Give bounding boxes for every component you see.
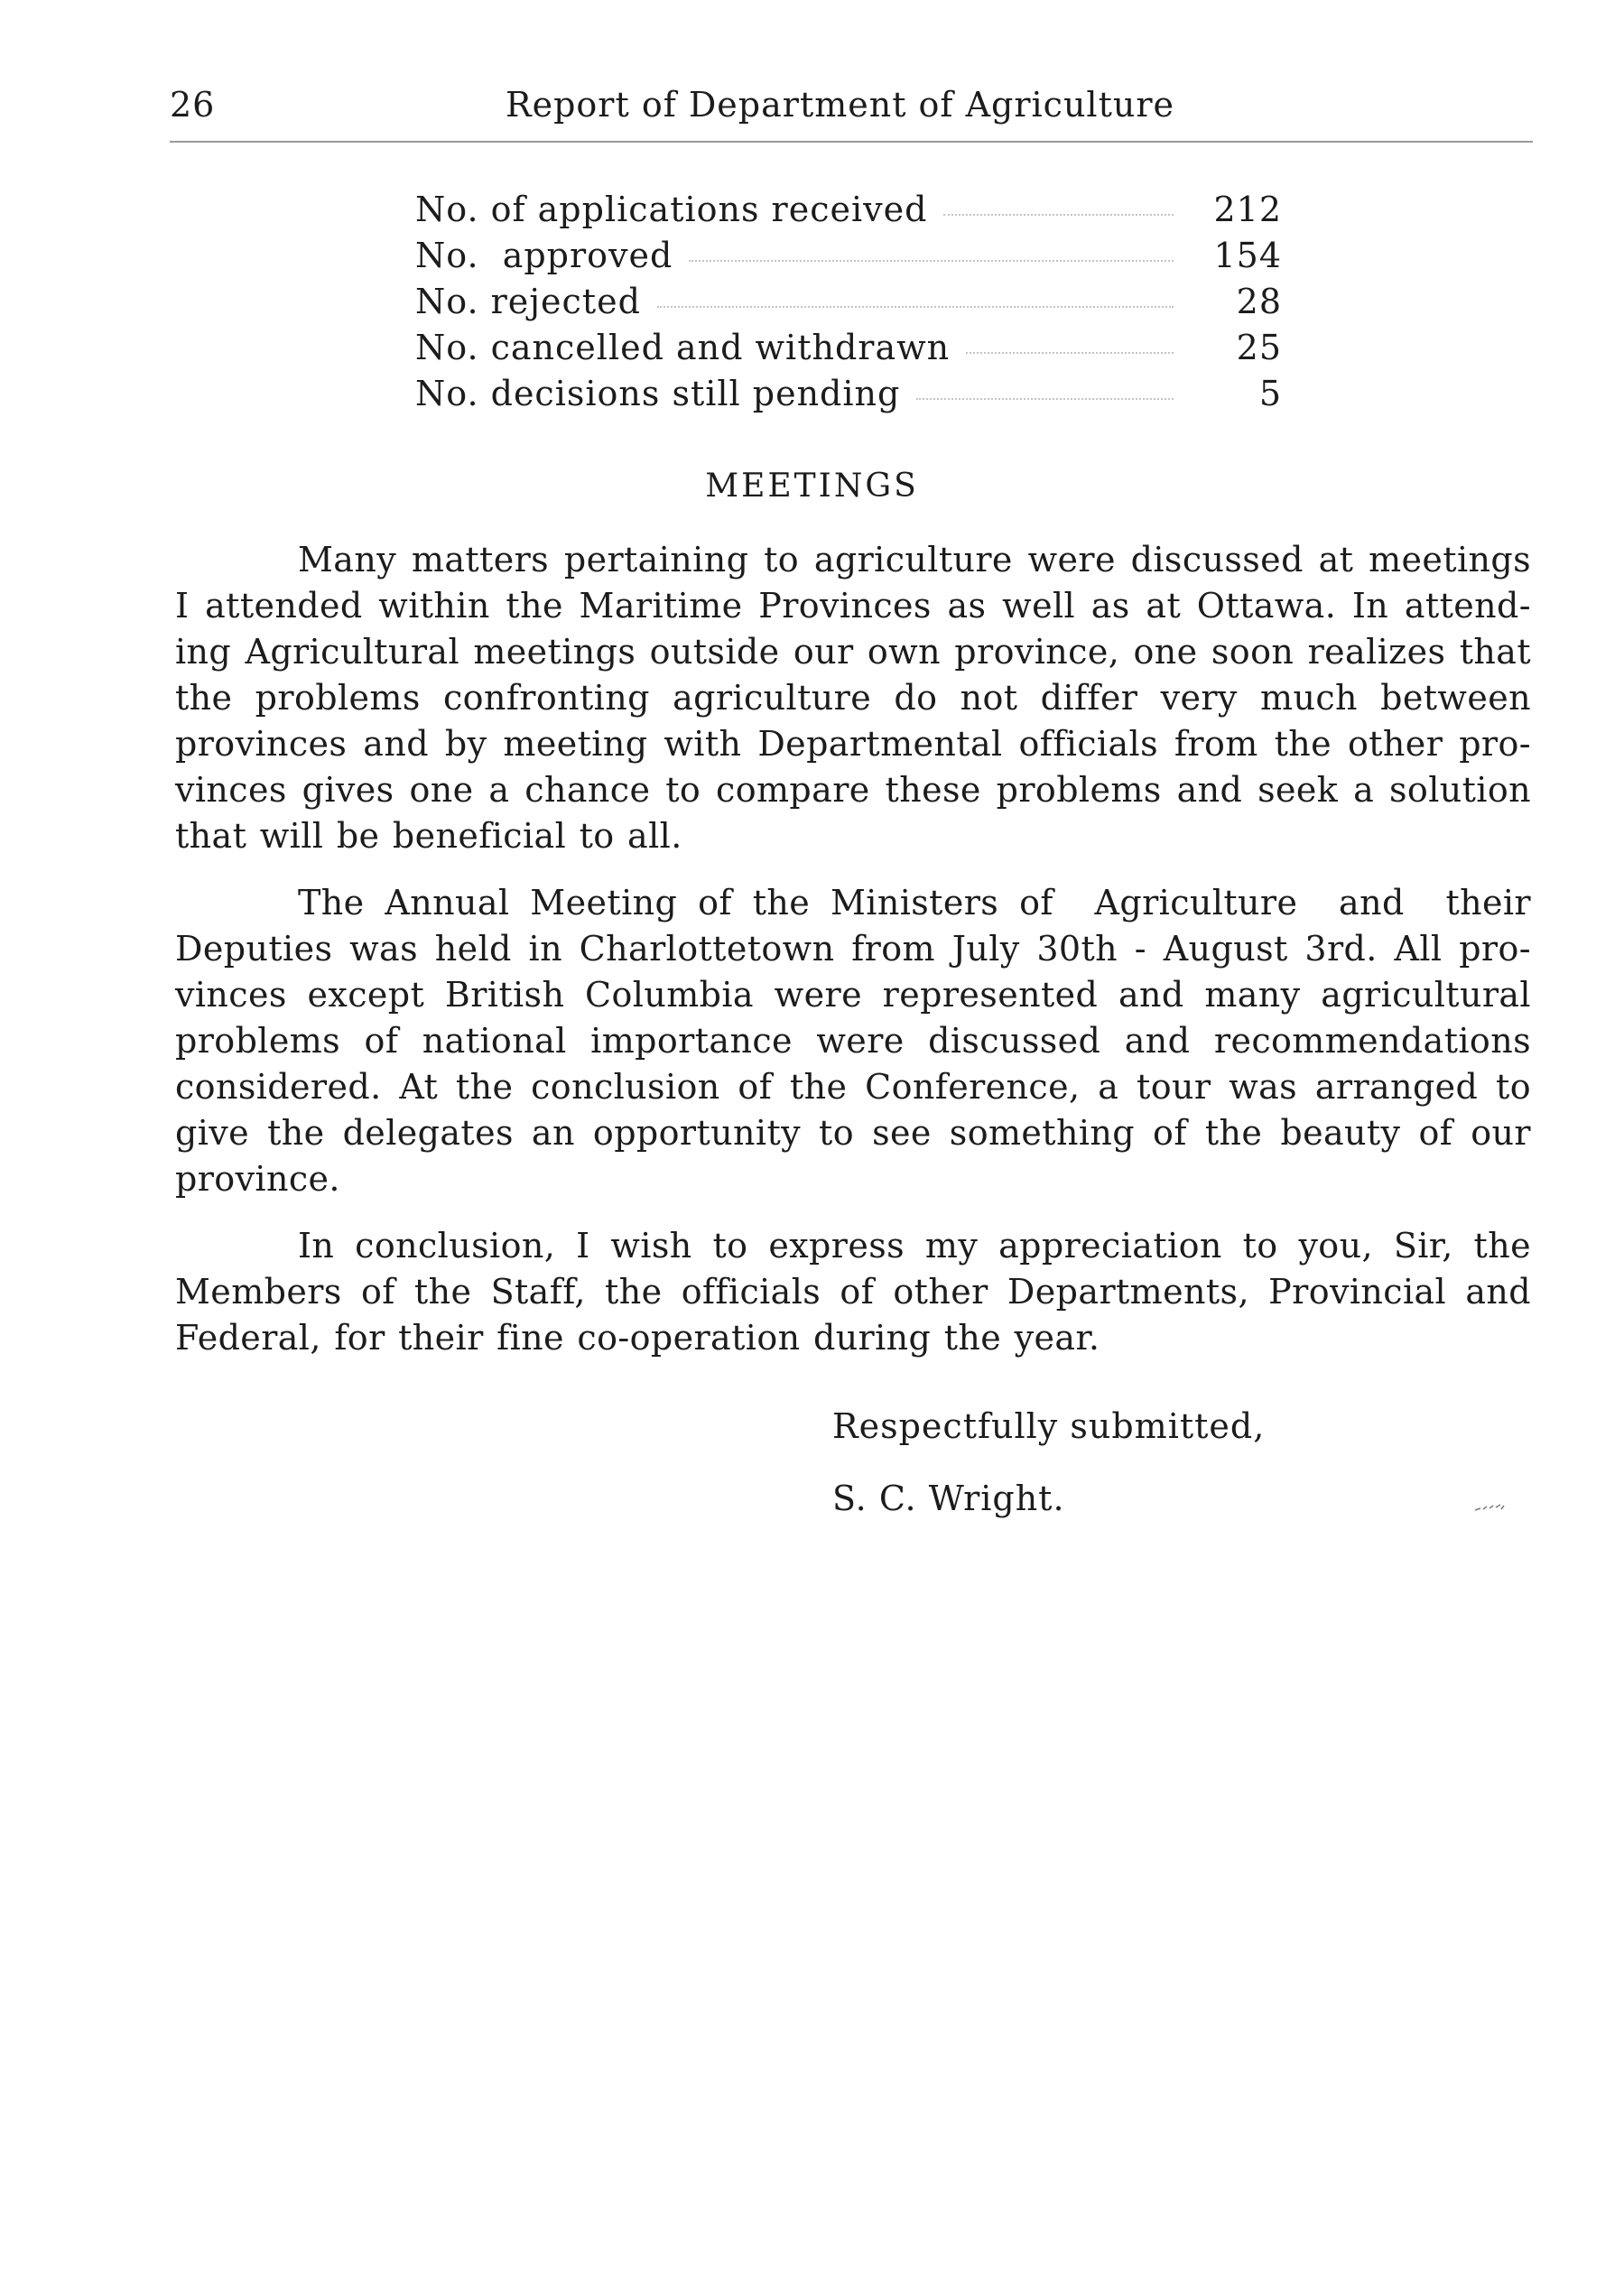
text-line: Deputies was held in Charlottetown from July 30th - August 3rd. All pro- [175,929,1531,969]
text-line: Members of the Staff, the officials of other Departments, Provincial and [175,1272,1531,1312]
text-line: The Annual Meeting of the Ministers of Agriculture and their [298,883,1531,923]
page-number: 26 [170,85,216,125]
running-head: Report of Department of Agriculture [506,85,1174,125]
statistics-list [415,190,1282,420]
paragraph-conclusion [175,1223,1531,1361]
stat-value: 25 [1236,328,1282,367]
closing-salutation: Respectfully submitted, [832,1406,1266,1446]
text-line: vinces gives one a chance to compare these problems and seek a solution [175,770,1531,810]
text-line: give the delegates an opportunity to see something of the beauty of our [175,1113,1531,1153]
stat-row [415,282,1282,328]
dot-leader [966,352,1174,354]
paragraph-annual-meeting [175,880,1531,1202]
dot-leader [689,260,1174,262]
text-line: province. [175,1159,340,1199]
stat-row [415,236,1282,282]
stat-value: 28 [1236,282,1282,321]
text-line: ing Agricultural meetings outside our own province, one soon realizes that [175,632,1531,672]
paragraph-meetings-matters [175,537,1531,859]
ink-smudge-mark [1473,1502,1506,1513]
text-line: problems of national importance were discussed and recommendations [175,1021,1531,1061]
signature-name: S. C. Wright. [832,1479,1065,1518]
text-line: that will be beneficial to all. [175,816,682,856]
text-line: Federal, for their fine co-operation during the year. [175,1318,1100,1358]
stat-label: No. decisions still pending [415,374,901,413]
stat-label: No. approved [415,236,673,275]
text-line: provinces and by meeting with Departmental officials from the other pro- [175,724,1531,764]
stat-label: No. cancelled and withdrawn [415,328,951,367]
text-line: vinces except British Columbia were represented and many agricultural [175,975,1531,1015]
stat-value: 212 [1213,190,1282,229]
dot-leader [657,306,1174,308]
text-line: I attended within the Maritime Provinces as well as at Ottawa. In attend- [175,586,1531,626]
dot-leader [916,398,1174,400]
stat-value: 5 [1258,374,1282,413]
text-line: the problems confronting agriculture do not differ very much between [175,678,1531,718]
text-line: In conclusion, I wish to express my appreciation to you, Sir, the [298,1226,1531,1266]
section-heading: MEETINGS [705,468,919,505]
stat-row [415,374,1282,420]
header-rule [170,141,1533,143]
dot-leader [943,214,1174,216]
stat-label: No. of applications received [415,190,928,229]
text-line: Many matters pertaining to agriculture were discussed at meetings [298,540,1531,580]
text-line: considered. At the conclusion of the Conference, a tour was arranged to [175,1067,1531,1107]
stat-label: No. rejected [415,282,641,321]
stat-row [415,190,1282,236]
stat-row [415,328,1282,374]
stat-value: 154 [1213,236,1282,275]
